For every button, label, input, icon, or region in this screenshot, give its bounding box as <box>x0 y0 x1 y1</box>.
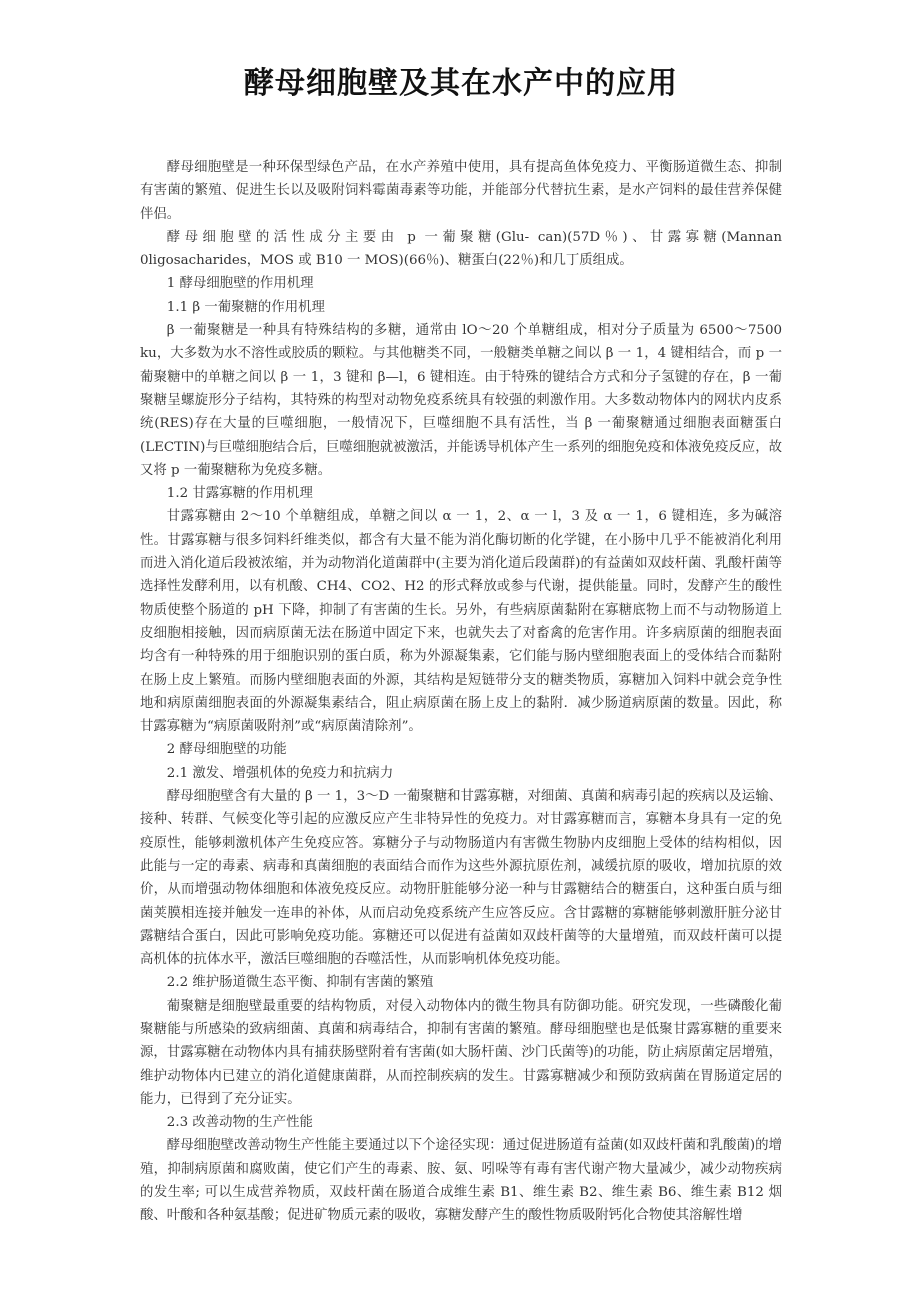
paragraph-beta-glucan: β 一葡聚糖是一种具有特殊结构的多糖，通常由 lO～20 个单糖组成，相对分子质量为 6500～7500 ku，大多数为水不溶性或胶质的颗粒。与其他糖类不同，一般糖类单糖之间以 β 一 1，4 键相结合，而 p 一葡聚糖中的单糖之间以 β 一 1，3 键和 β—l，6 键相连。由于特殊的键结合方式和分子氢键的存在，β 一葡聚糖呈螺旋形分子结构，其特殊的构型对动物免疫系统具有较强的刺激作用。大多数动物体内的网状内皮系统(RES)存在大量的巨噬细胞，一般情况下，巨噬细胞不具有活性，当 β 一葡聚糖通过细胞表面糖蛋白(LECTIN)与巨噬细胞结合后，巨噬细胞就被激活，并能诱导机体产生一系列的细胞免疫和体液免疫反应，故又将 p 一葡聚糖称为免疫多糖。 <box>140 323 782 478</box>
subsection-heading-2-1: 2.1 激发、增强机体的免疫力和抗病力 <box>166 765 394 781</box>
paragraph-mannan: 甘露寡糖由 2～10 个单糖组成，单糖之间以 α 一 1，2、α 一 l，3 及 α 一 1，6 键相连，多为碱溶性。甘露寡糖与很多饲料纤维类似，都含有大量不能为消化酶切断的化学键，在小肠中几乎不能被消化利用而进入消化道后段被浓缩，并为动物消化道菌群中(主要为消化道后段菌群)的有益菌如双歧杆菌、乳酸杆菌等选择性发酵利用，以有机酸、CH4、CO2、H2 的形式释放或参与代谢，提供能量。同时，发酵产生的酸性物质使整个肠道的 pH 下降，抑制了有害菌的生长。另外，有些病原菌黏附在寡糖底物上而不与动物肠道上皮细胞相接触，因而病原菌无法在肠道中固定下来，也就失去了对畜禽的危害作用。许多病原菌的细胞表面均含有一种特殊的用于细胞识别的蛋白质，称为外源凝集素，它们能与肠内壁细胞表面上的受体结合而黏附在肠上皮上繁殖。而肠内壁细胞表面的外源，其结构是短链带分支的糖类物质，寡糖加入饲料中就会竞争性地和病原菌细胞表面的外源凝集素结合，阻止病原菌在肠上皮上的黏附．减少肠道病原菌的数量。因此，称甘露寡糖为“病原菌吸附剂”或“病原菌清除剂”。 <box>140 509 782 735</box>
section-heading-1: 1 酵母细胞壁的作用机理 <box>166 276 314 292</box>
paragraph-performance: 酵母细胞壁改善动物生产性能主要通过以下个途径实现：通过促进肠道有益菌(如双歧杆菌和乳酸菌)的增殖，抑制病原菌和腐败菌，使它们产生的毒素、胺、氨、吲哚等有毒有害代谢产物大量减少，减少动物疾病的发生率; 可以生成营养物质，双歧杆菌在肠道合成维生素 B1、维生素 B2、维生素 B6、维生素 B12 烟酸、叶酸和各种氨基酸；促进矿物质元素的吸收，寡糖发酵产生的酸性物质吸附钙化合物使其溶解性增 <box>140 1138 782 1224</box>
section-heading-2: 2 酵母细胞壁的功能 <box>166 742 287 758</box>
subsection-heading-1-2: 1.2 甘露寡糖的作用机理 <box>166 486 313 502</box>
document-title: 酵母细胞壁及其在水产中的应用 <box>244 66 678 101</box>
paragraph-immunity: 酵母细胞壁含有大量的 β 一 1，3～D 一葡聚糖和甘露寡糖，对细菌、真菌和病毒引起的疾病以及运输、接种、转群、气候变化等引起的应激反应产生非特异性的免疫力。对甘露寡糖而言，寡糖本身具有一定的免疫原性，能够刺激机体产生免疫应答。寡糖分子与动物肠道内有害微生物胁内皮细胞上受体的结构相似，因此能与一定的毒素、病毒和真菌细胞的表面结合而作为这些外源抗原佐剂，减缓抗原的吸收，增加抗原的效价，从而增强动物体细胞和体液免疫反应。动物肝脏能够分泌一种与甘露糖结合的糖蛋白，这种蛋白质与细菌荚膜相连接并触发一连串的补体，从而启动免疫系统产生应答反应。含甘露糖的寡糖能够刺激肝脏分泌甘露糖结合蛋白，因此可影响免疫功能。寡糖还可以促进有益菌如双歧杆菌等的大量增殖，而双歧杆菌可以提高机体的抗体水平，激活巨噬细胞的吞噬活性，从而影响机体免疫功能。 <box>140 789 782 968</box>
paragraph-intro: 酵母细胞壁是一种环保型绿色产品，在水产养殖中使用，具有提高鱼体免疫力、平衡肠道微生态、抑制有害菌的繁殖、促进生长以及吸附饲料霉菌毒素等功能，并能部分代替抗生素，是水产饲料的最佳营养保健伴侣。 <box>140 160 782 222</box>
paragraph-components: 酵母细胞壁的活性成分主要由 p 一葡聚糖(Glu- can)(57D％)、甘露寡糖(Mannan 0ligosacharides，MOS 或 B10 一 MOS)(66％)、糖蛋白(22％)和几丁质组成。 <box>140 229 782 269</box>
subsection-heading-2-3: 2.3 改善动物的生产性能 <box>166 1115 313 1131</box>
subsection-heading-2-2: 2.2 维护肠道微生态平衡、抑制有害菌的繁殖 <box>166 975 434 991</box>
subsection-heading-1-1: 1.1 β 一葡聚糖的作用机理 <box>166 299 325 315</box>
paragraph-microecology: 葡聚糖是细胞壁最重要的结构物质，对侵入动物体内的微生物具有防御功能。研究发现，一些磷酸化葡聚糖能与所感染的致病细菌、真菌和病毒结合，抑制有害菌的繁殖。酵母细胞壁也是低聚甘露寡糖的重要来源，甘露寡糖在动物体内具有捕获肠壁附着有害菌(如大肠杆菌、沙门氏菌等)的功能，防止病原菌定居增殖，维护动物体内已建立的消化道健康菌群，从而控制疾病的发生。甘露寡糖减少和预防致病菌在胃肠道定居的能力，已得到了充分证实。 <box>140 998 782 1107</box>
